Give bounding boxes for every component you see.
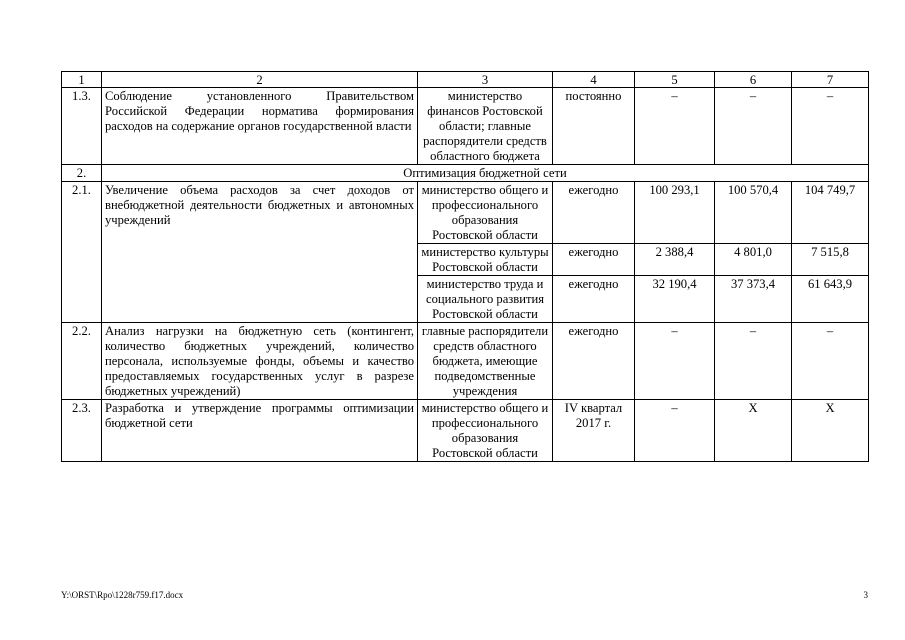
value-cell: 32 190,4 (635, 276, 715, 323)
value-cell: 37 373,4 (715, 276, 792, 323)
value-cell: – (635, 88, 715, 165)
header-cell: 5 (635, 72, 715, 88)
table-row (62, 88, 869, 165)
executor-cell: министерство финансов Ростовской области; главные распорядители средств областного бюджета (418, 88, 553, 165)
value-cell: Х (715, 400, 792, 462)
value-cell: 4 801,0 (715, 244, 792, 276)
table-row (62, 323, 869, 400)
header-cell: 6 (715, 72, 792, 88)
header-cell: 1 (62, 72, 102, 88)
section-title: Оптимизация бюджетной сети (102, 165, 869, 182)
row-number: 2.1. (62, 182, 102, 323)
section-row (62, 165, 869, 182)
measure-text: Разработка и утверждение программы оптимизации бюджетной сети (102, 400, 418, 462)
header-cell: 3 (418, 72, 553, 88)
executor-cell: министерство труда и социального развития Ростовской области (418, 276, 553, 323)
term-cell: постоянно (553, 88, 635, 165)
value-cell: 61 643,9 (792, 276, 869, 323)
measure-text: Увеличение объема расходов за счет доходов от внебюджетной деятельности бюджетных и автономных учреждений (102, 182, 418, 323)
value-cell: 100 570,4 (715, 182, 792, 244)
header-cell: 2 (102, 72, 418, 88)
term-cell: ежегодно (553, 276, 635, 323)
value-cell: – (715, 88, 792, 165)
executor-cell: министерство общего и профессионального образования Ростовской области (418, 400, 553, 462)
measures-table (61, 71, 869, 462)
value-cell: 104 749,7 (792, 182, 869, 244)
value-cell: 2 388,4 (635, 244, 715, 276)
executor-cell: главные распорядители средств областного бюджета, имеющие подведомственные учреждения (418, 323, 553, 400)
measure-text: Соблюдение установленного Правительством Российской Федерации норматива формирования расходов на содержание органов государственной власти (102, 88, 418, 165)
term-cell: ежегодно (553, 244, 635, 276)
term-cell: IV квартал 2017 г. (553, 400, 635, 462)
row-number: 2.3. (62, 400, 102, 462)
value-cell: – (635, 400, 715, 462)
header-cell: 7 (792, 72, 869, 88)
section-number: 2. (62, 165, 102, 182)
executor-cell: министерство культуры Ростовской области (418, 244, 553, 276)
row-number: 2.2. (62, 323, 102, 400)
table-row (62, 182, 869, 244)
value-cell: Х (792, 400, 869, 462)
table-row (62, 400, 869, 462)
file-path-footer: Y:\ORST\Rpo\1228r759.f17.docx (61, 590, 184, 600)
value-cell: – (635, 323, 715, 400)
term-cell: ежегодно (553, 182, 635, 244)
measure-text: Анализ нагрузки на бюджетную сеть (контингент, количество бюджетных учреждений, количество персонала, используемые фонды, объемы и качество предоставляемых государственных услуг в разрезе бюджетных учреждений) (102, 323, 418, 400)
row-number: 1.3. (62, 88, 102, 165)
executor-cell: министерство общего и профессионального образования Ростовской области (418, 182, 553, 244)
term-cell: ежегодно (553, 323, 635, 400)
value-cell: – (792, 323, 869, 400)
value-cell: – (715, 323, 792, 400)
header-cell: 4 (553, 72, 635, 88)
value-cell: – (792, 88, 869, 165)
page-number: 3 (863, 590, 868, 600)
value-cell: 100 293,1 (635, 182, 715, 244)
table-header-row (62, 72, 869, 88)
value-cell: 7 515,8 (792, 244, 869, 276)
